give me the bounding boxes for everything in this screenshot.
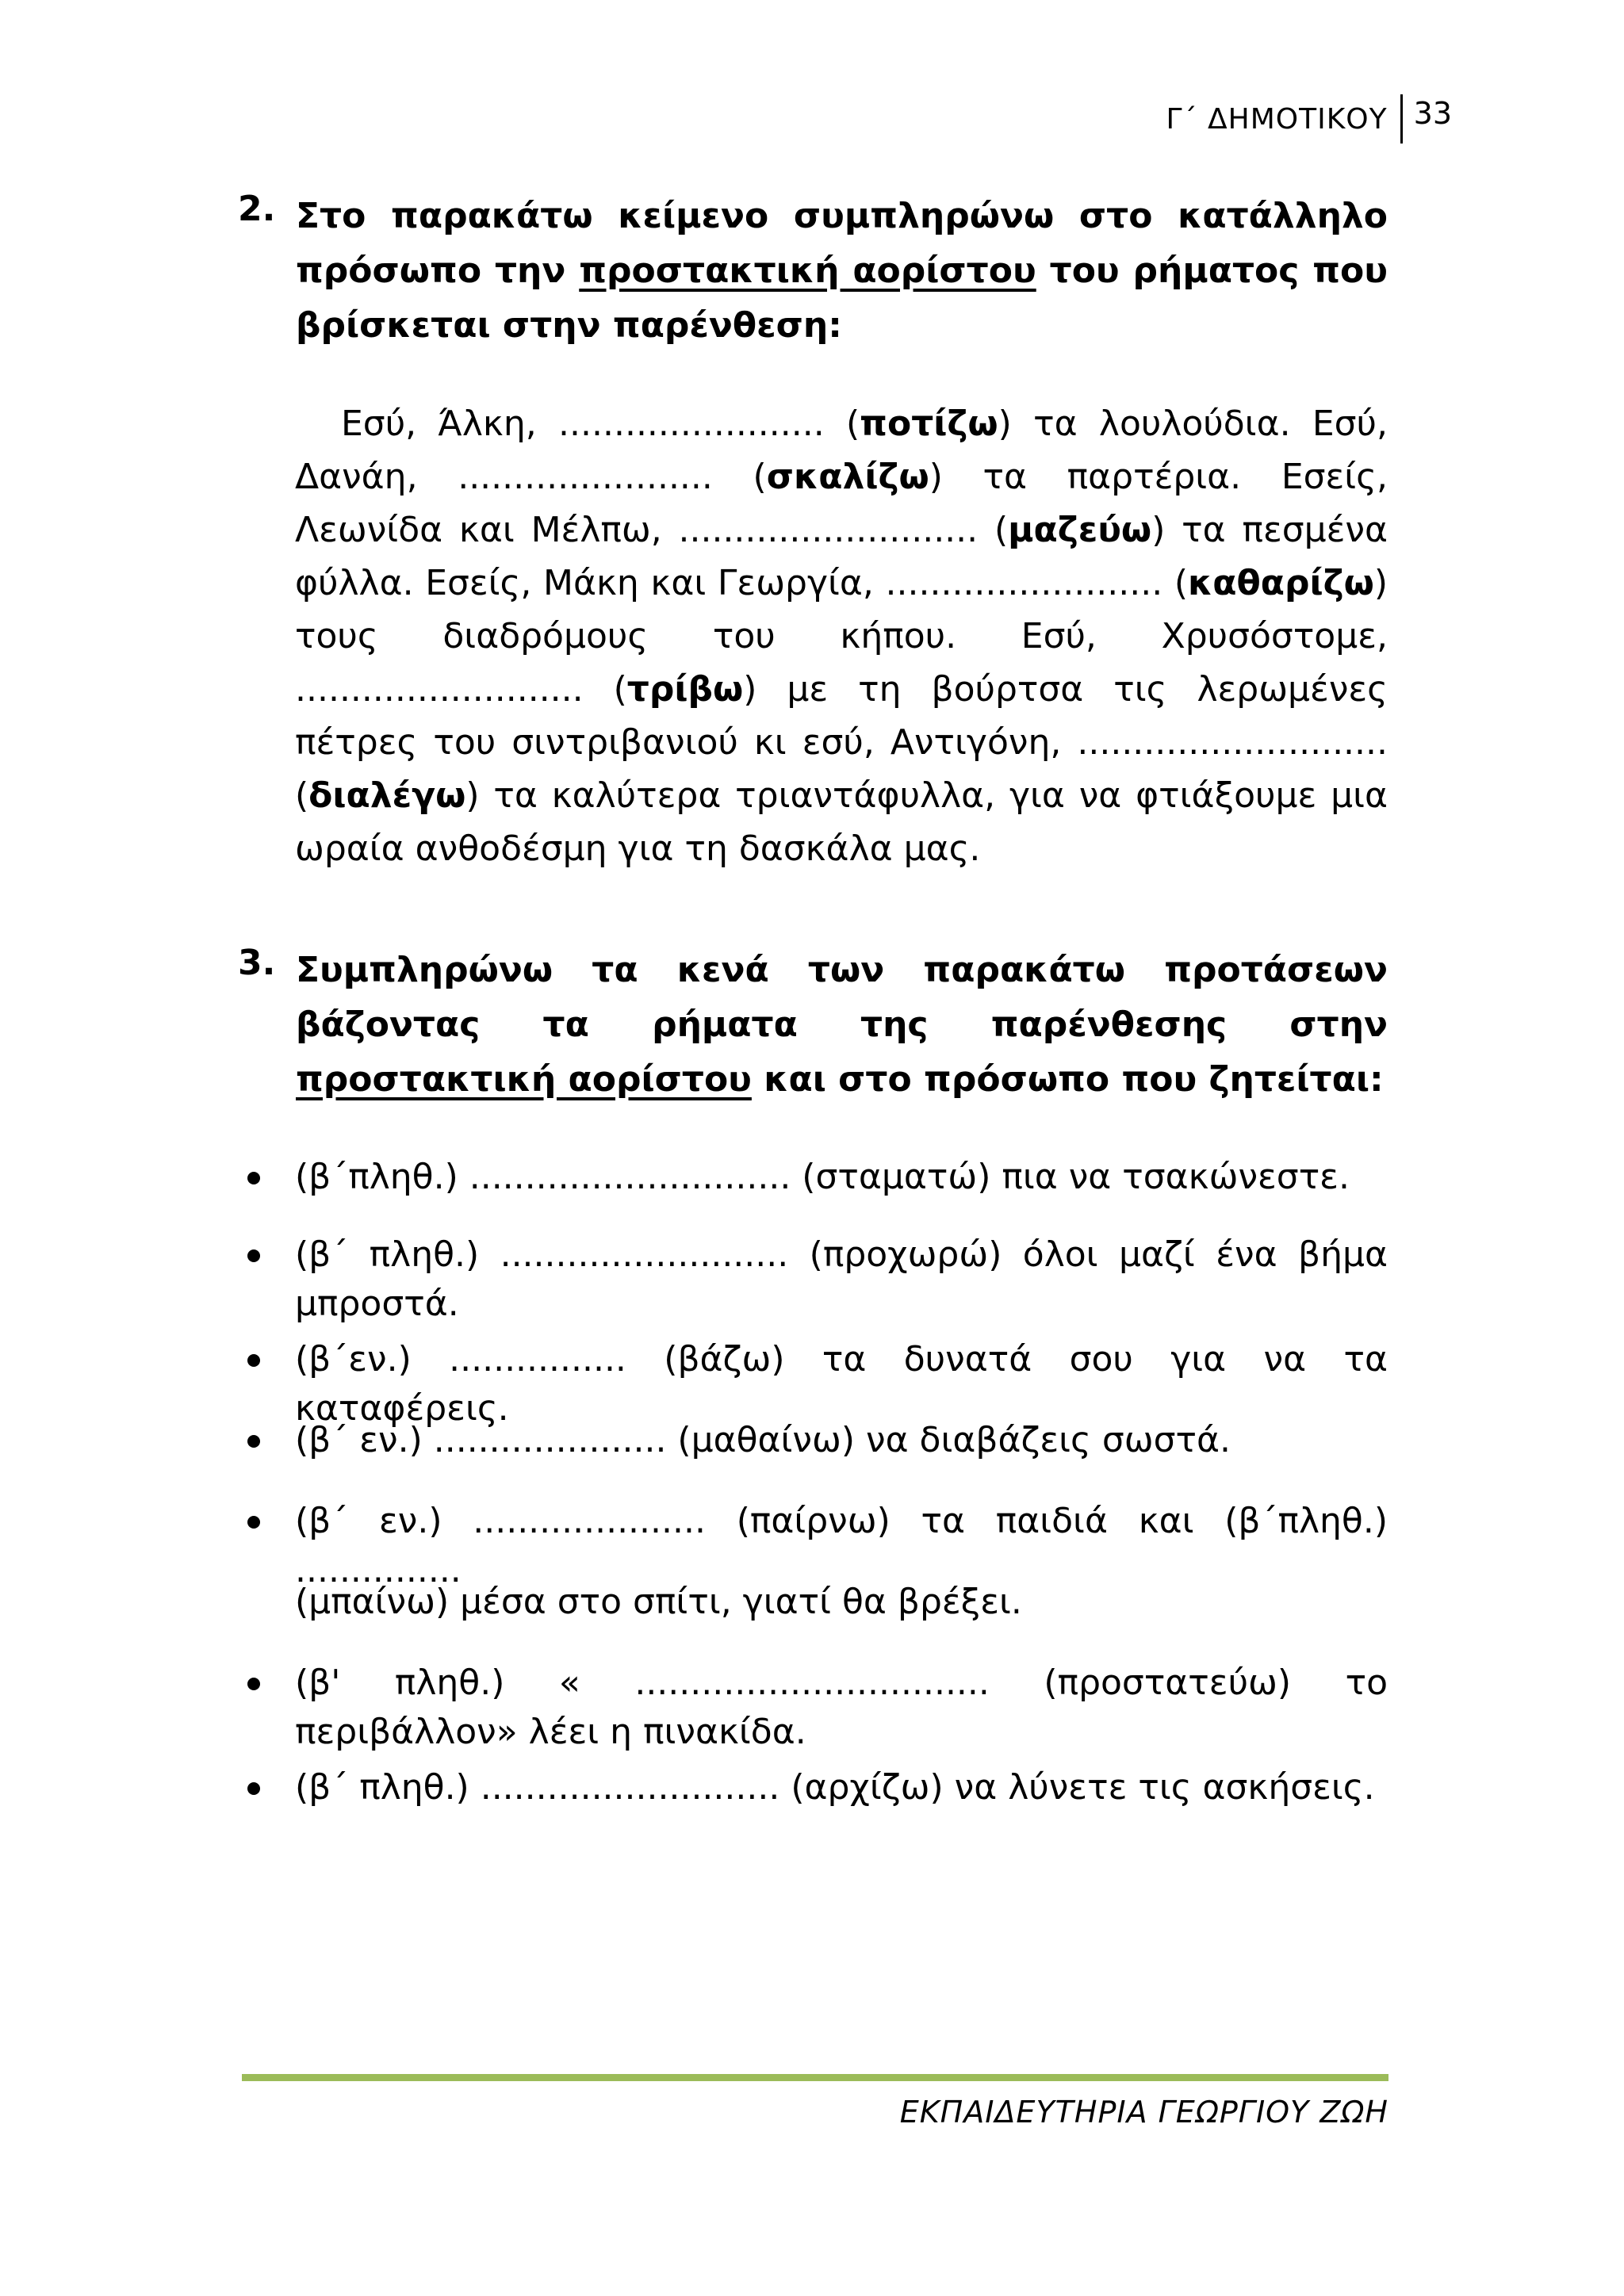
bullet-icon	[247, 1354, 260, 1367]
list-item	[295, 1153, 1388, 1202]
exercise-2-prompt-underlined: προστακτική αορίστου	[579, 251, 1036, 291]
exercise-3	[238, 943, 1388, 1107]
exercise-3-prompt	[296, 943, 1388, 1107]
bullet-icon	[247, 1172, 260, 1184]
footer-author: ΕΚΠΑΙΔΕΥΤΗΡΙΑ ΓΕΩΡΓΙΟΥ ΖΩΗ	[899, 2095, 1388, 2130]
paragraph-text: ) τους διαδρόμους του κήπου. Εσύ, Χρυσόστομε, .......................... (	[295, 563, 1388, 710]
bullet-icon	[247, 1782, 260, 1795]
grade-label: Γ΄ ΔΗΜΟΤΙΚΟΥ	[1166, 102, 1388, 136]
exercise-2-prompt-start: Στο παρακάτω κείμενο συμπληρώνω στο κατάλληλο πρόσωπο την	[296, 196, 1388, 291]
paragraph-text: ) με τη βούρτσα τις λερωμένες πέτρες του σιντριβανιού κι εσύ, Αντιγόνη, ............................ (	[295, 669, 1388, 816]
exercise-2-number: 2.	[238, 189, 276, 229]
bullet-icon	[247, 1678, 260, 1690]
verb-in-parentheses: ποτίζω	[860, 404, 998, 444]
list-item	[295, 1763, 1388, 1812]
exercise-3-prompt-start: Συμπληρώνω τα κενά των παρακάτω προτάσεων βάζοντας τα ρήματα της παρένθεσης στην	[296, 950, 1388, 1045]
verb-in-parentheses: καθαρίζω	[1188, 563, 1374, 603]
list-item-text: (β΄ πληθ.) ........................... (αρχίζω) να λύνετε τις ασκήσεις.	[295, 1767, 1375, 1808]
bullet-icon	[247, 1435, 260, 1448]
list-item	[295, 1659, 1388, 1757]
exercise-2-prompt-end: του ρήματος που βρίσκεται στην παρένθεση:	[296, 251, 1388, 346]
list-item-text: (μπαίνω) μέσα στο σπίτι, γιατί θα βρέξει.	[295, 1582, 1022, 1622]
exercise-3-prompt-end: και στο πρόσωπο που ζητείται:	[751, 1059, 1384, 1100]
verb-in-parentheses: σκαλίζω	[766, 457, 929, 497]
list-item-text: (β΄πληθ.) ............................. (σταματώ) πια να τσακώνεστε.	[295, 1157, 1350, 1197]
list-item-text: (β' πληθ.) « ................................ (προστατεύω) το περιβάλλον» λέει η πινακίδα.	[295, 1663, 1388, 1752]
list-item-text: (β΄ εν.) ..................... (παίρνω) τα παιδιά και (β΄πληθ.) ...............	[295, 1501, 1388, 1590]
verb-in-parentheses: μαζεύω	[1008, 510, 1152, 550]
footer-divider	[242, 2074, 1388, 2081]
exercise-3-prompt-underlined: προστακτική αορίστου	[296, 1059, 752, 1100]
paragraph-text: Εσύ, Άλκη, ........................ (	[341, 404, 860, 444]
bullet-icon	[247, 1516, 260, 1529]
paragraph-text: ) τα παρτέρια. Εσείς, Λεωνίδα και Μέλπω, ........................... (	[295, 457, 1388, 550]
paragraph-text: ) τα πεσμένα φύλλα. Εσείς, Μάκη και Γεωργία, ......................... (	[295, 510, 1388, 603]
exercise-2-paragraph	[295, 397, 1388, 875]
verb-in-parentheses: τρίβω	[626, 669, 744, 710]
paragraph-text: ) τα λουλούδια. Εσύ, Δανάη, ....................... (	[295, 404, 1388, 497]
list-item	[295, 1416, 1388, 1465]
page-number: 33	[1413, 96, 1452, 131]
list-item-text: (β΄ εν.) ..................... (μαθαίνω) να διαβάζεις σωστά.	[295, 1420, 1231, 1460]
bullet-icon	[247, 1249, 260, 1262]
exercise-2	[238, 189, 1388, 353]
exercise-3-number: 3.	[238, 943, 276, 983]
list-item-text: (β΄εν.) ................ (βάζω) τα δυνατά σου για να τα καταφέρεις.	[295, 1339, 1388, 1429]
list-item-text: (β΄ πληθ.) .......................... (προχωρώ) όλοι μαζί ένα βήμα μπροστά.	[295, 1234, 1388, 1324]
exercise-2-prompt	[296, 189, 1388, 353]
list-item-continuation	[295, 1578, 1388, 1627]
verb-in-parentheses: διαλέγω	[308, 775, 466, 816]
page-header	[1166, 94, 1453, 144]
paragraph-text: ) τα καλύτερα τριαντάφυλλα, για να φτιάξουμε μια ωραία ανθοδέσμη για τη δασκάλα μας.	[295, 775, 1388, 869]
list-item	[295, 1230, 1388, 1329]
